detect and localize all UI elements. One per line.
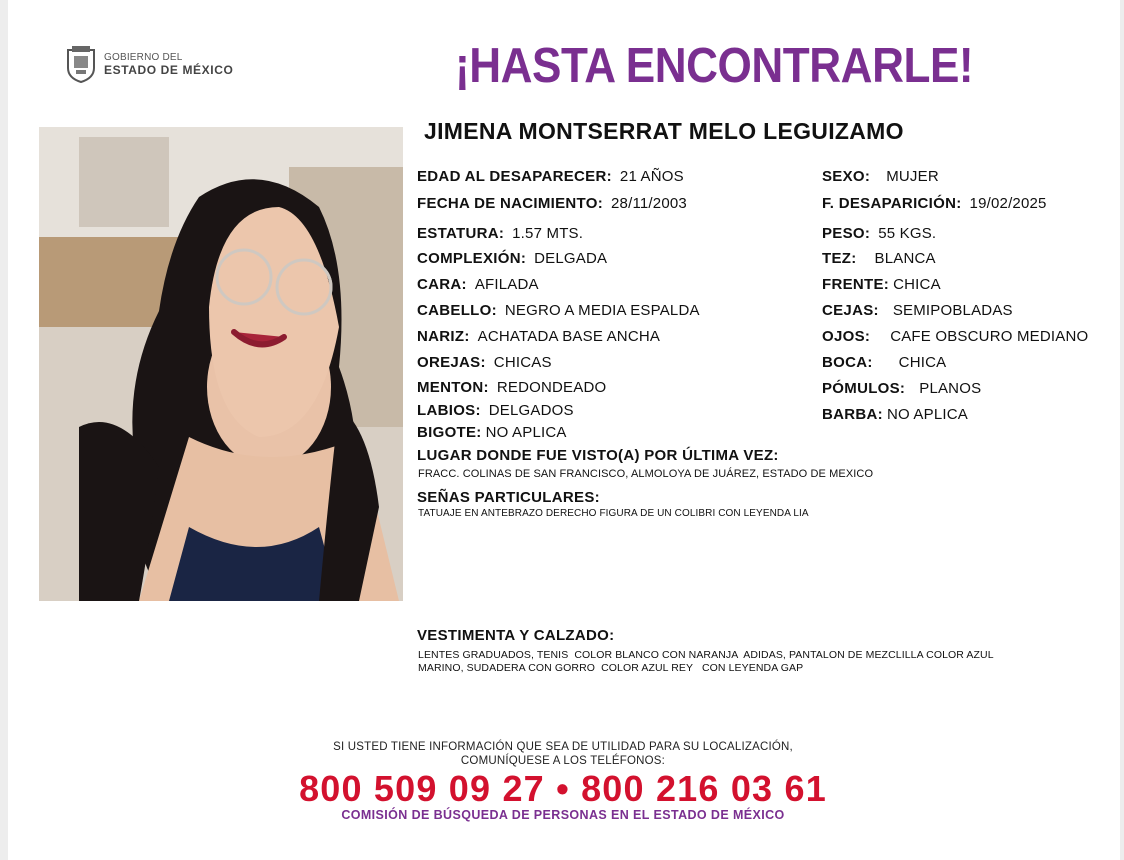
field-pomulos bbox=[822, 380, 981, 397]
clothing-line-2: MARINO, SUDADERA CON GORRO COLOR AZUL REY CON LEYENDA GAP bbox=[418, 662, 804, 674]
government-logo bbox=[64, 44, 233, 84]
field-label: TEZ: bbox=[822, 250, 857, 267]
field-value: DELGADOS bbox=[488, 402, 574, 419]
field-cabello bbox=[417, 302, 700, 319]
field-label: BOCA: bbox=[822, 354, 873, 371]
field-ojos bbox=[822, 328, 1088, 345]
field-value: 1.57 MTS. bbox=[512, 225, 584, 242]
field-value: 21 AÑOS bbox=[619, 168, 684, 185]
field-label: NARIZ: bbox=[417, 328, 470, 345]
contact-line-2: COMUNÍQUESE A LOS TELÉFONOS: bbox=[460, 755, 666, 767]
field-label: EDAD AL DESAPARECER: bbox=[417, 168, 612, 185]
field-label: LABIOS: bbox=[417, 402, 481, 419]
field-value: DELGADA bbox=[534, 250, 608, 267]
phone-numbers: 800 509 09 27 • 800 216 03 61 bbox=[299, 768, 827, 809]
field-cejas bbox=[822, 302, 1013, 319]
field-value: AFILADA bbox=[474, 276, 539, 293]
field-label: CARA: bbox=[417, 276, 467, 293]
field-label: CABELLO: bbox=[417, 302, 497, 319]
missing-person-poster bbox=[8, 0, 1120, 860]
field-label: OJOS: bbox=[822, 328, 871, 345]
marks-title: SEÑAS PARTICULARES: bbox=[417, 489, 600, 506]
field-label: PESO: bbox=[822, 225, 871, 242]
contact-info bbox=[218, 740, 908, 768]
logo-line-2: ESTADO DE MÉXICO bbox=[104, 63, 234, 77]
logo-line-1: GOBIERNO DEL bbox=[104, 52, 183, 63]
last-seen-text: FRACC. COLINAS DE SAN FRANCISCO, ALMOLOYA DE JUÁREZ, ESTADO DE MEXICO bbox=[418, 468, 874, 480]
field-value: 19/02/2025 bbox=[969, 195, 1047, 212]
field-value: CAFE OBSCURO MEDIANO bbox=[890, 328, 1089, 345]
field-label: BARBA: bbox=[822, 406, 883, 423]
field-sexo bbox=[822, 168, 939, 185]
field-label: SEXO: bbox=[822, 168, 871, 185]
field-nacimiento bbox=[417, 195, 687, 212]
field-label: FRENTE: bbox=[822, 276, 890, 293]
person-name: JIMENA MONTSERRAT MELO LEGUIZAMO bbox=[424, 118, 904, 144]
field-label: COMPLEXIÓN: bbox=[417, 250, 527, 267]
field-labios bbox=[417, 402, 574, 419]
field-barba bbox=[822, 406, 968, 423]
field-value: MUJER bbox=[886, 168, 939, 185]
field-value: NO APLICA bbox=[886, 406, 968, 423]
field-tez bbox=[822, 250, 936, 267]
field-edad bbox=[417, 168, 684, 185]
field-label: BIGOTE: bbox=[417, 424, 482, 441]
field-boca bbox=[822, 354, 946, 371]
person-photo bbox=[39, 127, 403, 601]
field-label: MENTON: bbox=[417, 379, 489, 396]
field-cara bbox=[417, 276, 539, 293]
field-label: F. DESAPARICIÓN: bbox=[822, 195, 962, 212]
clothing-line-1: LENTES GRADUADOS, TENIS COLOR BLANCO CON NARANJA ADIDAS, PANTALON DE MEZCLILLA COLOR AZUL bbox=[418, 649, 994, 661]
coat-of-arms-icon bbox=[64, 44, 98, 84]
field-label: OREJAS: bbox=[417, 354, 486, 371]
field-value: NO APLICA bbox=[485, 424, 567, 441]
field-nariz bbox=[417, 328, 660, 345]
field-bigote bbox=[417, 424, 567, 441]
field-estatura bbox=[417, 225, 583, 242]
field-label: FECHA DE NACIMIENTO: bbox=[417, 195, 603, 212]
field-label: ESTATURA: bbox=[417, 225, 505, 242]
field-value: CHICA bbox=[898, 354, 947, 371]
field-frente bbox=[822, 276, 941, 293]
field-orejas bbox=[417, 354, 552, 371]
field-value: SEMIPOBLADAS bbox=[892, 302, 1013, 319]
field-value: BLANCA bbox=[874, 250, 936, 267]
field-complexion bbox=[417, 250, 607, 267]
contact-line-1: SI USTED TIENE INFORMACIÓN QUE SEA DE UTILIDAD PARA SU LOCALIZACIÓN, bbox=[333, 741, 793, 753]
field-peso bbox=[822, 225, 936, 242]
marks-text: TATUAJE EN ANTEBRAZO DERECHO FIGURA DE UN COLIBRI CON LEYENDA LIA bbox=[418, 508, 809, 519]
clothing-text bbox=[418, 649, 1058, 675]
headline: ¡HASTA ENCONTRARLE! bbox=[455, 39, 974, 93]
field-value: PLANOS bbox=[919, 380, 982, 397]
field-desaparicion bbox=[822, 195, 1047, 212]
field-value: 55 KGS. bbox=[878, 225, 937, 242]
last-seen-title: LUGAR DONDE FUE VISTO(A) POR ÚLTIMA VEZ: bbox=[417, 447, 779, 464]
field-value: CHICA bbox=[893, 276, 941, 293]
field-label: CEJAS: bbox=[822, 302, 879, 319]
clothing-title: VESTIMENTA Y CALZADO: bbox=[417, 627, 615, 644]
commission-name: COMISIÓN DE BÚSQUEDA DE PERSONAS EN EL ESTADO DE MÉXICO bbox=[341, 808, 785, 822]
field-menton bbox=[417, 379, 606, 396]
field-value: REDONDEADO bbox=[496, 379, 607, 396]
field-value: 28/11/2003 bbox=[611, 195, 687, 212]
field-label: PÓMULOS: bbox=[822, 380, 906, 397]
field-value: CHICAS bbox=[493, 354, 552, 371]
field-value: ACHATADA BASE ANCHA bbox=[477, 328, 661, 345]
field-value: NEGRO A MEDIA ESPALDA bbox=[504, 302, 700, 319]
